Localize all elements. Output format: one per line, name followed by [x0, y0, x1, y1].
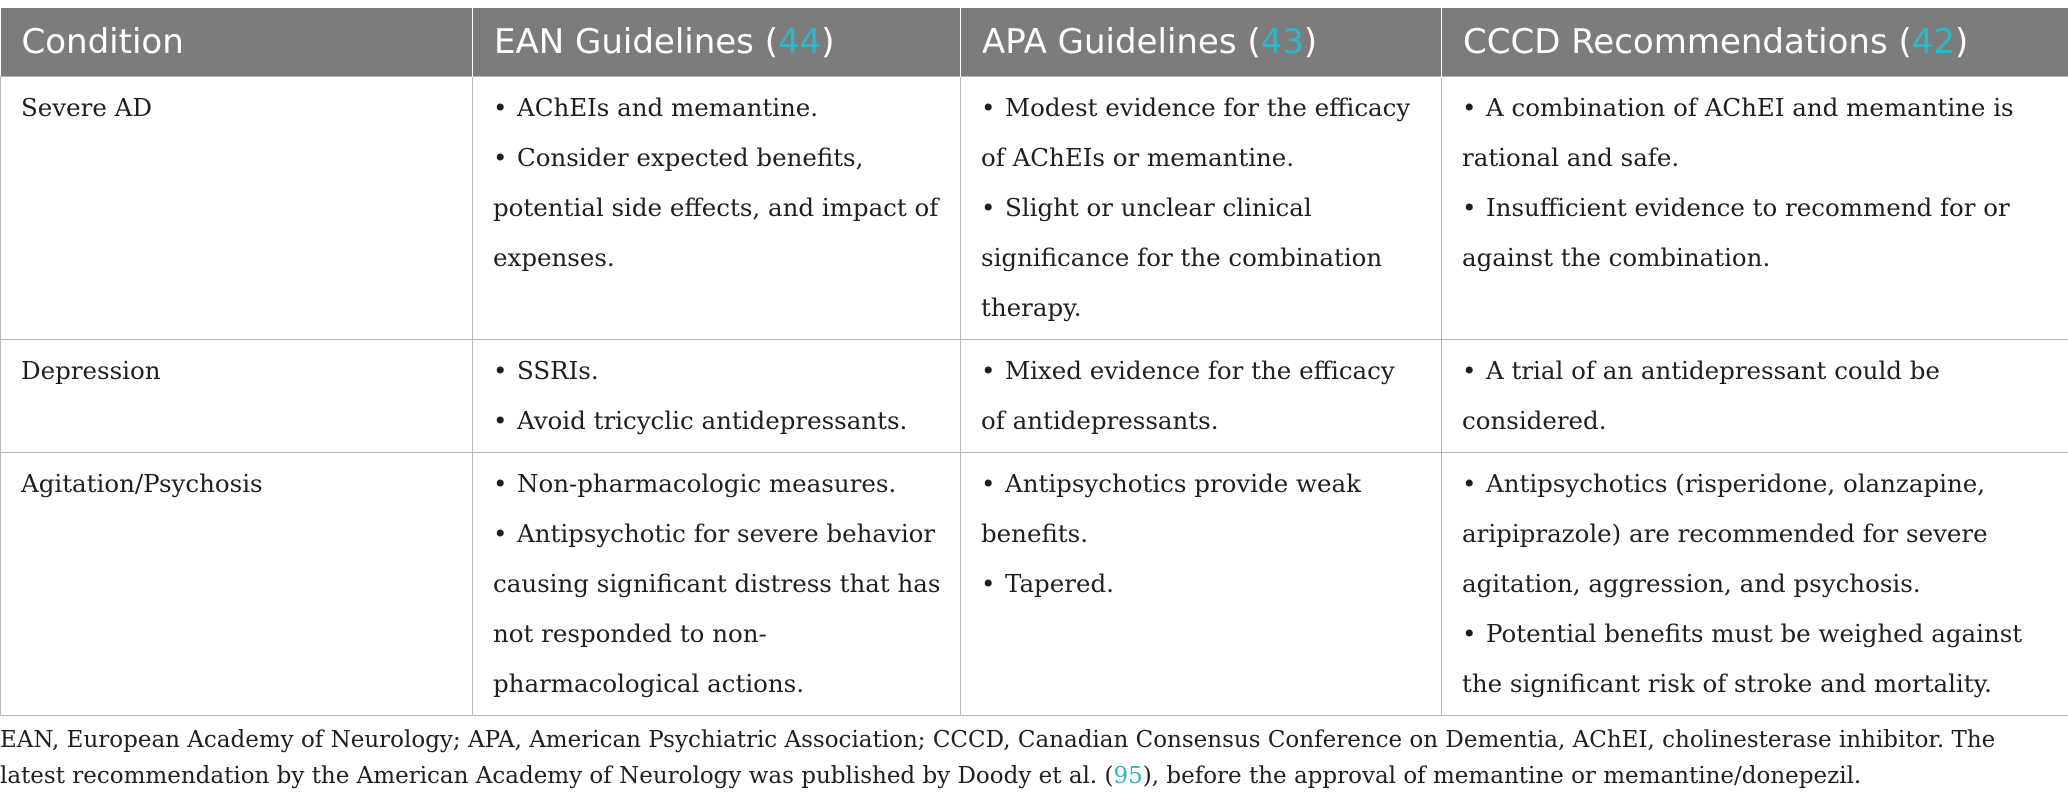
cell-condition: Depression: [1, 340, 473, 453]
bullet-item: • AChEIs and memantine.: [493, 93, 819, 122]
table-row-severe-ad: [1, 77, 2068, 340]
guidelines-table-container: [0, 8, 2068, 716]
bullet-item: • Consider expected benefits, potential side effects, and impact of expenses.: [493, 143, 939, 272]
guidelines-table: [0, 8, 2068, 716]
bullet-item: • A combination of AChEI and memantine is rational and safe.: [1462, 93, 2014, 172]
bullet-item: • Potential benefits must be weighed against the significant risk of stroke and mortality.: [1462, 619, 2023, 698]
bullet-item: • SSRIs.: [493, 356, 599, 385]
bullet-item: • A trial of an antidepressant could be considered.: [1462, 356, 1940, 435]
bullet-item: • Slight or unclear clinical significance for the combination therapy.: [981, 193, 1383, 322]
bullet-item: • Mixed evidence for the efficacy of antidepressants.: [981, 356, 1395, 435]
cell-condition: Severe AD: [1, 77, 473, 340]
cell-cccd: [1442, 340, 2068, 453]
cell-apa: [961, 453, 1442, 716]
cell-cccd: [1442, 77, 2068, 340]
ref-link-44[interactable]: 44: [777, 22, 822, 62]
cell-apa: [961, 340, 1442, 453]
header-condition: Condition: [1, 8, 473, 77]
bullet-item: • Antipsychotics (risperidone, olanzapine, aripiprazole) are recommended for severe agitation, aggression, and psychosis.: [1462, 469, 1988, 598]
cell-ean: [473, 340, 961, 453]
table-header-row: [1, 8, 2068, 77]
bullet-item: • Avoid tricyclic antidepressants.: [493, 406, 908, 435]
ref-link-43[interactable]: 43: [1260, 22, 1304, 62]
cell-condition: Agitation/Psychosis: [1, 453, 473, 716]
header-ean: EAN Guidelines (44): [473, 8, 961, 77]
cell-ean: [473, 453, 961, 716]
cell-apa: [961, 77, 1442, 340]
ref-link-95[interactable]: 95: [1113, 763, 1143, 789]
header-apa: APA Guidelines (43): [961, 8, 1442, 77]
table-row-depression: [1, 340, 2068, 453]
bullet-item: • Tapered.: [981, 569, 1114, 598]
table-row-agitation-psychosis: [1, 453, 2068, 716]
bullet-item: • Insufficient evidence to recommend for or against the combination.: [1462, 193, 2010, 272]
table-footnote: EAN, European Academy of Neurology; APA, American Psychiatric Association; CCCD, Canadian Consensus Conference on Dementia, AChEI, cholinesterase inhibitor. The latest recommendation by the American Academy of Neurology was published by Doody et al. (95), before the approval of memantine or memantine/donepezil.: [0, 727, 1996, 789]
cell-ean: [473, 77, 961, 340]
ref-link-42[interactable]: 42: [1911, 22, 1956, 62]
bullet-item: • Non-pharmacologic measures.: [493, 469, 897, 498]
bullet-item: • Modest evidence for the efficacy of AChEIs or memantine.: [981, 93, 1411, 172]
header-cccd: CCCD Recommendations (42): [1442, 8, 2068, 77]
cell-cccd: [1442, 453, 2068, 716]
bullet-item: • Antipsychotics provide weak benefits.: [981, 469, 1361, 548]
bullet-item: • Antipsychotic for severe behavior causing significant distress that has not responded to non-pharmacological actions.: [493, 519, 941, 698]
